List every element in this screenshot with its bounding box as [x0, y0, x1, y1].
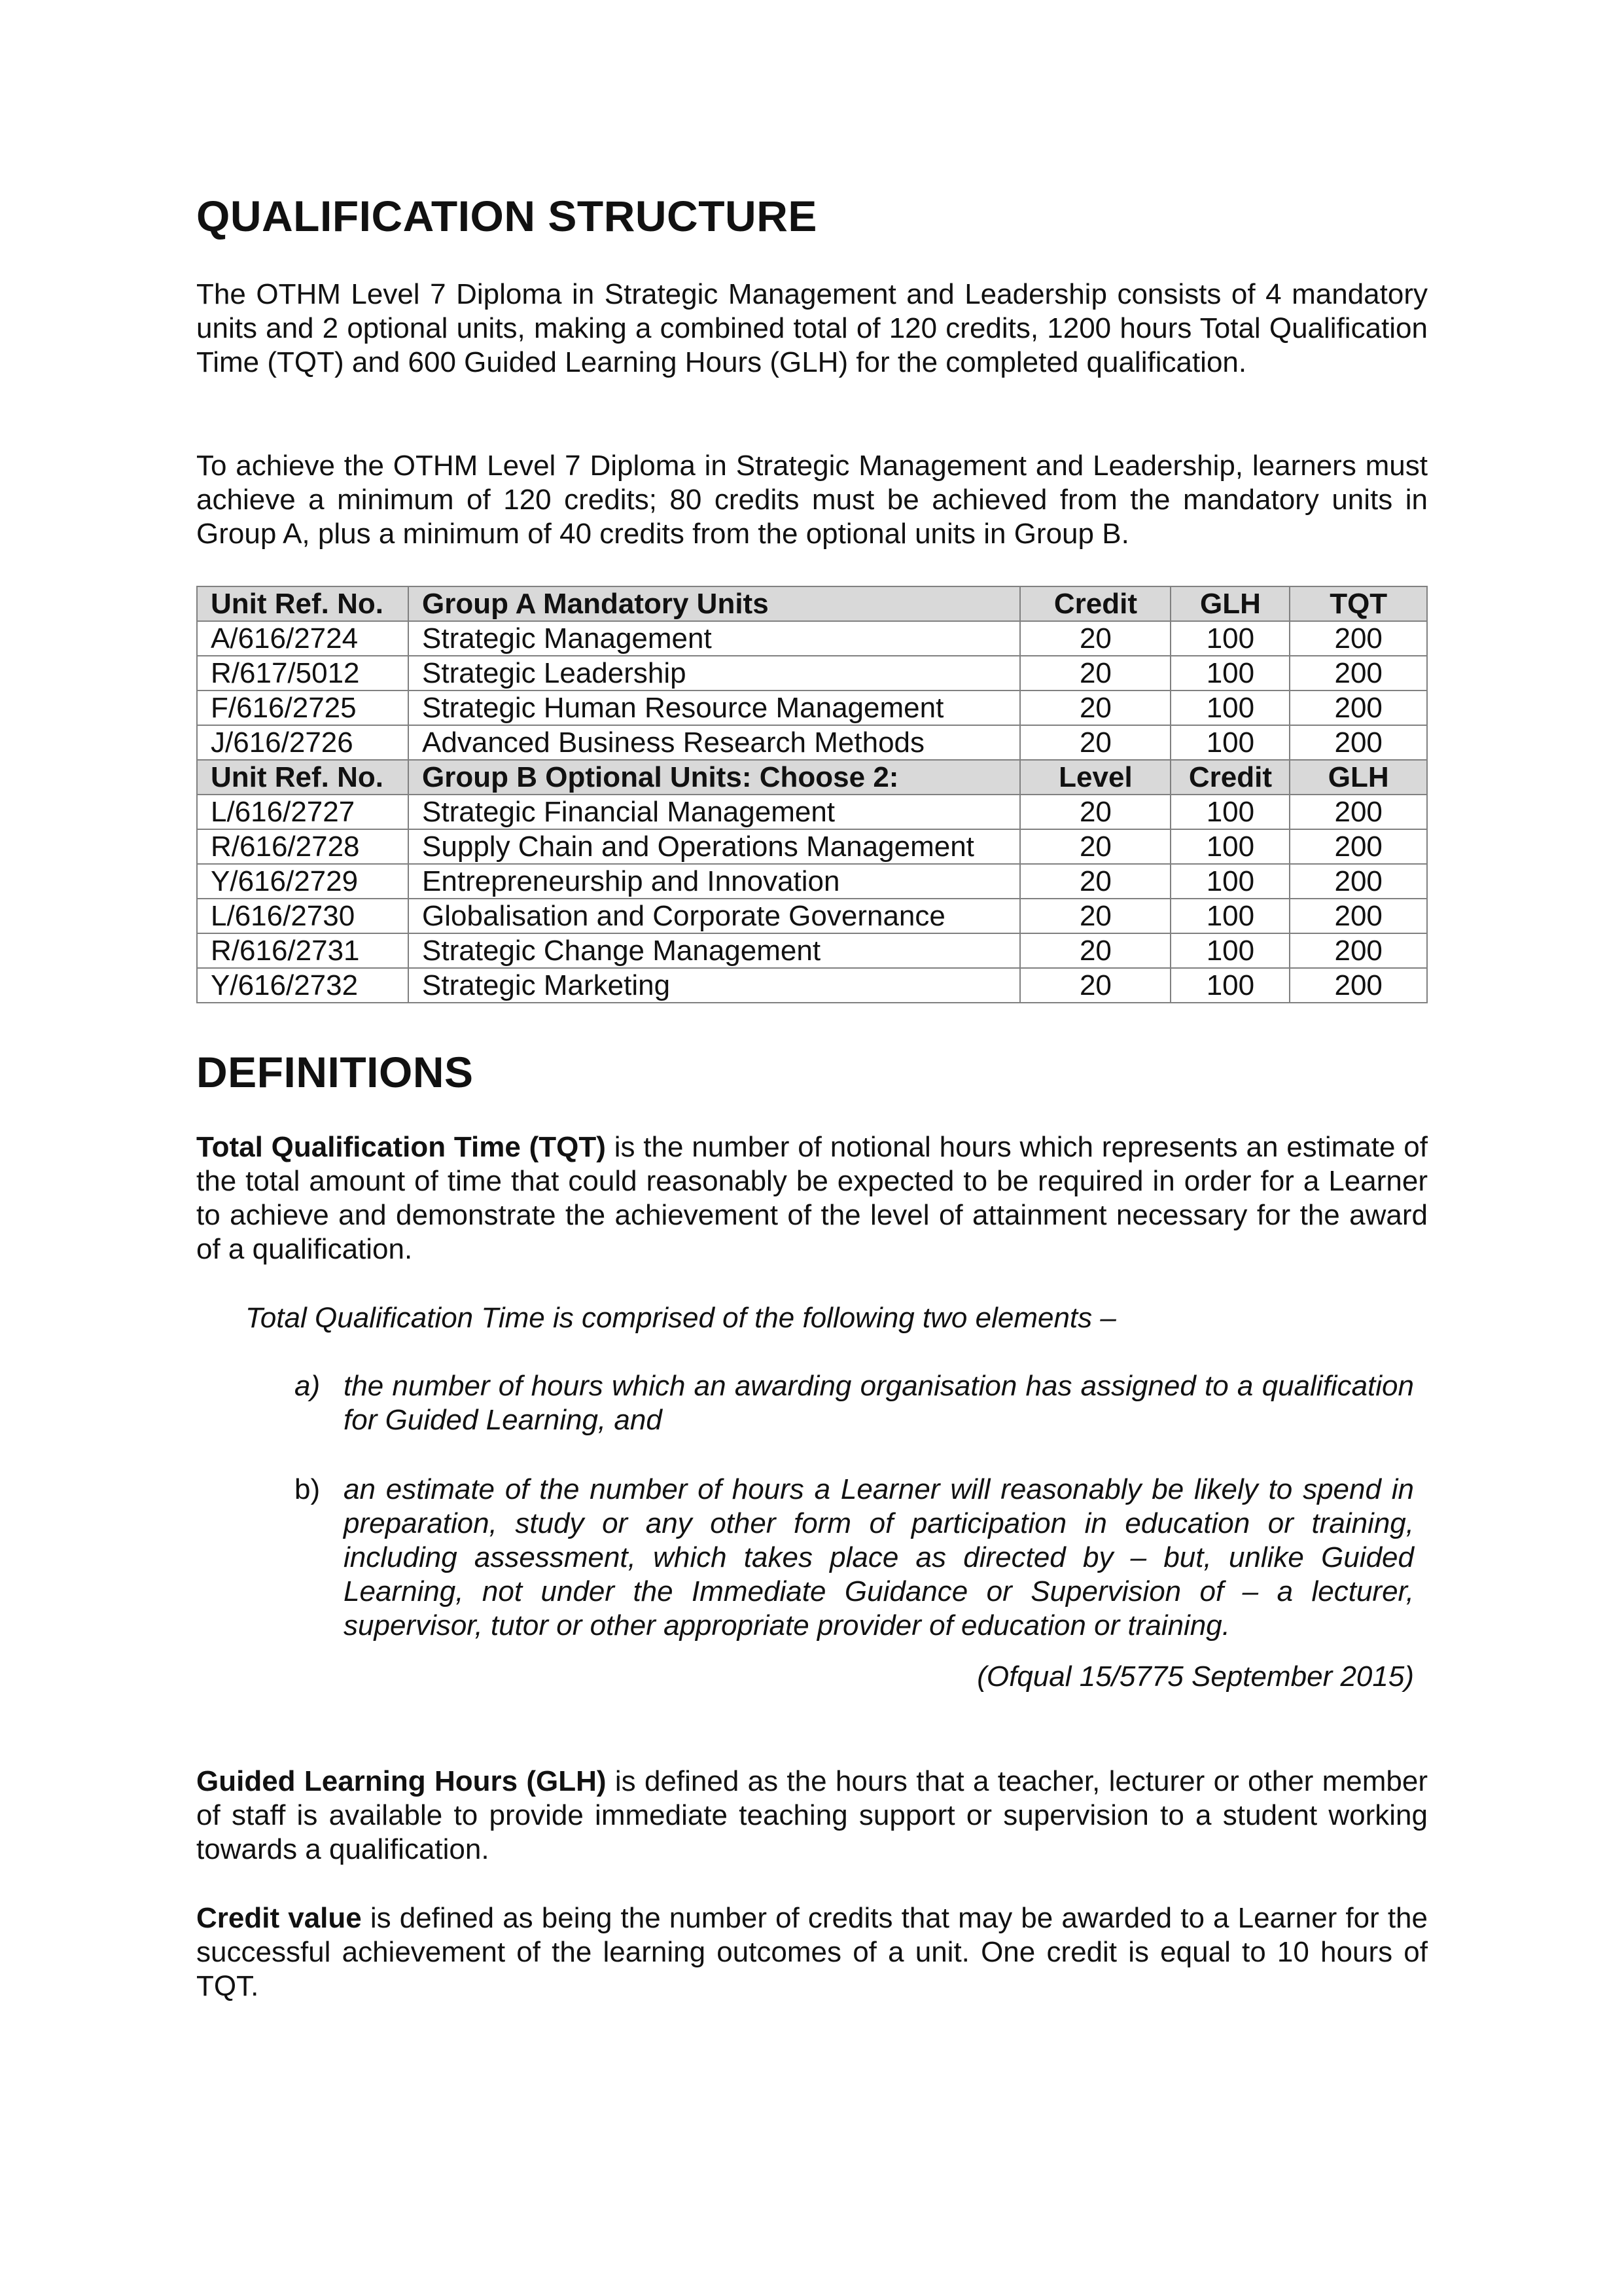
structure-paragraph-2: To achieve the OTHM Level 7 Diploma in Strategic Management and Leadership, learners must achieve a minimum of 120 credits; 80 credits must be achieved from the mandatory units in Group A, plus a minimum of 40 credits from the optional units in Group B. — [196, 450, 1428, 550]
table-cell: 20 — [1020, 621, 1171, 656]
table-row — [197, 691, 1427, 725]
table-cell: Y/616/2729 — [197, 864, 408, 899]
item-a-text: the number of hours which an awarding organisation has assigned to a qualification for Guided Learning, and — [344, 1370, 1414, 1436]
table-cell: 100 — [1171, 795, 1290, 829]
table-cell: 20 — [1020, 829, 1171, 864]
table-cell: 100 — [1171, 829, 1290, 864]
table-cell: Entrepreneurship and Innovation — [408, 864, 1020, 899]
table-cell: L/616/2730 — [197, 899, 408, 933]
table-cell: 20 — [1020, 656, 1171, 691]
table-cell: Strategic Management — [408, 621, 1020, 656]
table-cell: 200 — [1290, 899, 1427, 933]
table-row — [197, 899, 1427, 933]
group-b-header-row — [197, 760, 1427, 795]
table-cell: Globalisation and Corporate Governance — [408, 899, 1020, 933]
table-cell: 100 — [1171, 725, 1290, 760]
table-cell: 200 — [1290, 621, 1427, 656]
table-header-cell: Unit Ref. No. — [197, 586, 408, 621]
structure-paragraph-1: The OTHM Level 7 Diploma in Strategic Management and Leadership consists of 4 mandatory units and 2 optional units, making a combined total of 120 credits, 1200 hours Total Qualification Time (TQT) and 600 Guided Learning Hours (GLH) for the completed qualification. — [196, 278, 1428, 378]
table-cell: Strategic Change Management — [408, 933, 1020, 968]
glh-term: Guided Learning Hours (GLH) — [196, 1765, 607, 1797]
table-cell: Y/616/2732 — [197, 968, 408, 1003]
item-b-text: an estimate of the number of hours a Learner will reasonably be likely to spend in preparation, study or any other form of participation in education or training, including assessment, which takes place as directed by – but, unlike Guided Learning, not under the Immediate Guidance or Supervision of – a lecturer, supervisor, tutor or other appropriate provider of education or training. — [344, 1473, 1414, 1641]
table-header-cell: Unit Ref. No. — [197, 760, 408, 795]
glh-definition-text: is defined as the hours that a teacher, lecturer or other member of staff is available to provide immediate teaching support or supervision to a student working towards a qualification. — [196, 1765, 1428, 1865]
table-row — [197, 621, 1427, 656]
table-cell: 200 — [1290, 656, 1427, 691]
credit-definition — [196, 1901, 1428, 2003]
ofqual-citation: (Ofqual 15/5775 September 2015) — [977, 1660, 1414, 1693]
units-table — [196, 586, 1428, 1003]
table-cell: 200 — [1290, 725, 1427, 760]
table-cell: 20 — [1020, 933, 1171, 968]
table-cell: Strategic Marketing — [408, 968, 1020, 1003]
table-header-cell: Level — [1020, 760, 1171, 795]
table-cell: 100 — [1171, 864, 1290, 899]
table-cell: 100 — [1171, 968, 1290, 1003]
table-cell: R/617/5012 — [197, 656, 408, 691]
definitions-heading: DEFINITIONS — [196, 1048, 474, 1096]
table-cell: J/616/2726 — [197, 725, 408, 760]
table-cell: 200 — [1290, 968, 1427, 1003]
table-cell: 200 — [1290, 691, 1427, 725]
table-cell: Advanced Business Research Methods — [408, 725, 1020, 760]
table-cell: 200 — [1290, 795, 1427, 829]
tqt-definition — [196, 1130, 1428, 1266]
table-cell: Strategic Leadership — [408, 656, 1020, 691]
table-cell: Supply Chain and Operations Management — [408, 829, 1020, 864]
table-cell: 20 — [1020, 864, 1171, 899]
table-header-cell: Credit — [1171, 760, 1290, 795]
table-row — [197, 864, 1427, 899]
table-cell: 20 — [1020, 725, 1171, 760]
table-header-cell: GLH — [1290, 760, 1427, 795]
item-a-label: a) — [294, 1370, 321, 1402]
tqt-element-a — [294, 1369, 1414, 1441]
table-cell: 20 — [1020, 968, 1171, 1003]
table-row — [197, 968, 1427, 1003]
table-cell: 20 — [1020, 691, 1171, 725]
table-header-cell: Group B Optional Units: Choose 2: — [408, 760, 1020, 795]
table-header-cell: Group A Mandatory Units — [408, 586, 1020, 621]
table-row — [197, 725, 1427, 760]
table-row — [197, 829, 1427, 864]
table-cell: 20 — [1020, 899, 1171, 933]
table-cell: L/616/2727 — [197, 795, 408, 829]
table-row — [197, 656, 1427, 691]
table-cell: Strategic Human Resource Management — [408, 691, 1020, 725]
table-row — [197, 795, 1427, 829]
table-cell: F/616/2725 — [197, 691, 408, 725]
table-cell: Strategic Financial Management — [408, 795, 1020, 829]
table-header-cell: GLH — [1171, 586, 1290, 621]
table-cell: 200 — [1290, 933, 1427, 968]
table-cell: 100 — [1171, 621, 1290, 656]
tqt-intro: Total Qualification Time is comprised of the following two elements – — [245, 1302, 1116, 1334]
table-cell: 200 — [1290, 829, 1427, 864]
credit-term: Credit value — [196, 1902, 362, 1934]
table-cell: 100 — [1171, 691, 1290, 725]
qualification-structure-heading: QUALIFICATION STRUCTURE — [196, 192, 817, 240]
group-a-header-row — [197, 586, 1427, 621]
table-cell: 20 — [1020, 795, 1171, 829]
table-row — [197, 933, 1427, 968]
glh-definition — [196, 1765, 1428, 1867]
tqt-term: Total Qualification Time (TQT) — [196, 1131, 606, 1163]
item-b-label: b) — [294, 1473, 321, 1505]
tqt-definition-text: is the number of notional hours which represents an estimate of the total amount of time that could reasonably be expected to be required in order for a Learner to achieve and demonstrate the achievement of the level of attainment necessary for the award of a qualification. — [196, 1131, 1428, 1265]
credit-definition-text: is defined as being the number of credits that may be awarded to a Learner for the successful achievement of the learning outcomes of a unit. One credit is equal to 10 hours of TQT. — [196, 1902, 1428, 2002]
table-cell: A/616/2724 — [197, 621, 408, 656]
table-cell: 200 — [1290, 864, 1427, 899]
table-cell: R/616/2731 — [197, 933, 408, 968]
table-cell: 100 — [1171, 899, 1290, 933]
tqt-element-b — [294, 1473, 1414, 1649]
table-cell: 100 — [1171, 933, 1290, 968]
table-header-cell: Credit — [1020, 586, 1171, 621]
table-header-cell: TQT — [1290, 586, 1427, 621]
table-cell: 100 — [1171, 656, 1290, 691]
table-cell: R/616/2728 — [197, 829, 408, 864]
